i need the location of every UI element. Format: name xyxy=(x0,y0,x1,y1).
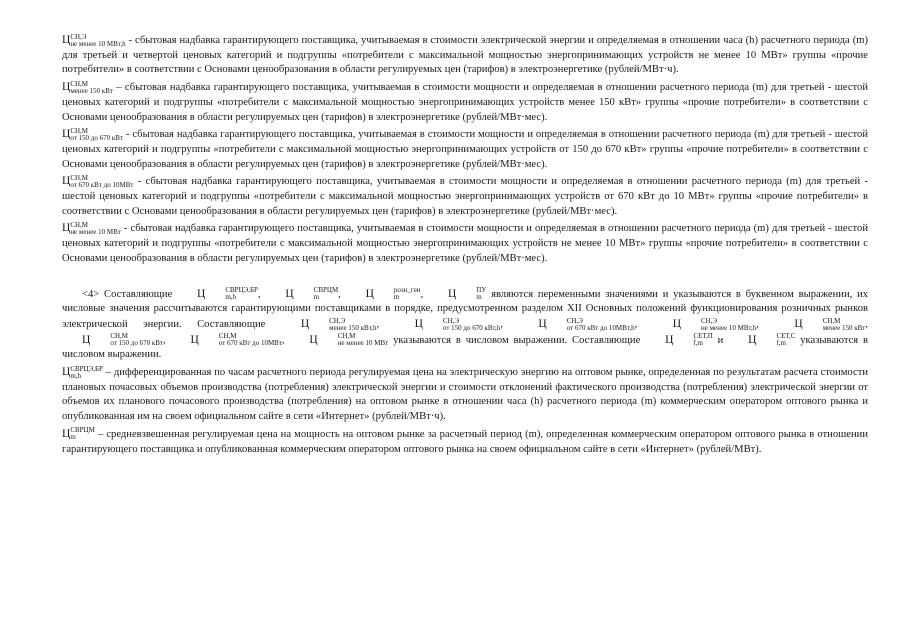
symbol-subscript: не менее 10 МВт,h xyxy=(701,323,757,332)
definition-text: - сбытовая надбавка гарантирующего поставщика, учитываемая в стоимости мощности и определяемая в отношении расчетного периода (m) для третьей - шестой ценовых категорий и подгруппы «потребители с максимальной мощностью энергопринимающих устройств от 150 до 670 кВт» группы «прочие потребители» в соответствии с Основами ценообразования в области регулируемых цен (тарифов) в электроэнергетике (рублей/МВт·мес). xyxy=(62,129,868,170)
definition-paragraph xyxy=(62,127,868,172)
symbol-indices xyxy=(294,287,339,301)
symbol-subscript: m xyxy=(476,293,482,302)
symbol-superscript: СЕТ,С xyxy=(776,332,796,341)
definition-symbol xyxy=(62,127,123,143)
definition-text: - сбытовая надбавка гарантирующего поставщика, учитываемая в стоимости мощности и определяемая в отношении расчетного периода (m) для третьей - шестой ценовых категорий и подгруппы «потребители с максимальной мощностью энергопринимающих устройств от 670 кВт до 10 МВт» группы «прочие потребители» в соответствии с Основами ценообразования в области регулируемых цен (тарифов) в электроэнергетике (рублей/МВт·мес). xyxy=(62,176,868,217)
note-4-paragraph xyxy=(62,287,868,364)
symbol-superscript: СВРЦЭ,БР xyxy=(70,364,103,373)
note-text: являются переменными значениями и указываются в буквенном выражении, их числовые значения рассчитываются гарантирующими поставщиками в порядке, предусмотренном разделом XII Основных положений функционирования розничных рынков электрической энергии. Составляющие xyxy=(62,288,869,330)
symbol-base: Ц xyxy=(748,333,757,346)
symbol-base: Ц xyxy=(62,175,71,188)
definition-text: – дифференцированная по часам расчетного периода регулируемая цена на электрическую энергию на оптовом рынке, определенная по результатам расчета стоимости плановых почасовых объемов производства (потребления) электрической энергии и стоимости отклонений фактического производства (потребления) электрической энергии от объемов их планового почасового производства (потребления) на оптовом рынке в отношении часа (h) расчетного периода (m) коммерческим оператором оптового рынка и опубликованная им на своем официальном сайте в сети «Интернет» (рублей/МВт·ч). xyxy=(62,367,868,423)
symbol-indices xyxy=(374,287,421,301)
symbol-indices xyxy=(318,333,389,347)
symbol-superscript: СН,М xyxy=(337,332,356,341)
list-separator: , xyxy=(162,334,171,346)
definition-paragraph xyxy=(62,427,868,457)
definition-paragraph xyxy=(62,174,868,219)
symbol-superscript: СН,Э xyxy=(701,316,718,325)
definition-paragraph xyxy=(62,33,868,78)
symbol-superscript: СН,М xyxy=(822,316,841,325)
symbol-indices xyxy=(70,175,133,189)
symbol-subscript: от 150 до 670 кВт,h xyxy=(442,323,501,332)
symbol-base: Ц xyxy=(665,333,674,346)
list-separator: , xyxy=(500,318,519,330)
symbol-base: Ц xyxy=(672,317,681,330)
separator: , xyxy=(257,288,266,300)
symbol-indices xyxy=(90,333,163,347)
symbol-superscript: розн_ген xyxy=(393,286,421,295)
symbol-subscript: m,h xyxy=(225,293,237,302)
definition-symbol xyxy=(62,221,121,237)
symbol-subscript: m,h xyxy=(70,371,82,380)
definition-symbol xyxy=(62,80,113,96)
formula-symbol xyxy=(62,333,163,349)
symbol-base: Ц xyxy=(794,317,803,330)
symbol-base: Ц xyxy=(82,333,91,346)
symbol-indices xyxy=(205,287,258,301)
symbol-superscript: СН,Э xyxy=(442,316,460,325)
formula-symbol xyxy=(177,287,258,303)
symbol-indices xyxy=(70,34,125,48)
note-text: указываются в числовом выражении. xyxy=(62,334,869,361)
definition-text: – сбытовая надбавка гарантирующего поставщика, учитываемая в стоимости мощности и определяемая в отношении расчетного периода (m) для третьей - шестой ценовых категорий и подгруппы «потребители с максимальной мощностью энергопринимающих устройств менее 150 кВт» группы «прочие потребители» в соответствии с Основами ценообразования в области регулируемых цен (тарифов) в электроэнергетике (рублей/МВт·мес). xyxy=(62,82,868,123)
symbol-indices xyxy=(70,427,95,441)
symbol-indices xyxy=(456,287,486,301)
symbol-base: Ц xyxy=(62,427,71,440)
definition-text: - сбытовая надбавка гарантирующего поставщика, учитываемая в стоимости мощности и определяемая в отношении расчетного периода (m) для третьей - шестой ценовых категорий и подгруппы «потребители с максимальной мощностью энергопринимающих устройств не менее 10 МВт» группы «прочие потребители» в соответствии с Основами ценообразования в области регулируемых цен (тарифов) в электроэнергетике (рублей/МВт·мес). xyxy=(62,223,868,264)
definition-symbol xyxy=(62,33,126,49)
symbol-superscript: СВРЦЭ,БР xyxy=(225,286,258,295)
symbol-indices xyxy=(803,318,866,332)
symbol-indices xyxy=(199,333,282,347)
symbol-indices xyxy=(70,81,113,95)
definition-paragraph xyxy=(62,365,868,425)
symbol-subscript: менее 150 кВт xyxy=(70,86,113,95)
symbol-base: Ц xyxy=(365,287,374,300)
symbol-subscript: от 670 кВт до 10МВт xyxy=(218,339,282,348)
symbol-superscript: СН,Э xyxy=(566,316,583,325)
symbol-superscript: СН,Э xyxy=(70,32,87,41)
list-separator: , xyxy=(634,318,653,330)
symbol-base: Ц xyxy=(538,317,547,330)
symbol-superscript: СВРЦМ xyxy=(313,286,339,295)
symbol-superscript: СН,М xyxy=(110,332,129,341)
symbol-indices xyxy=(70,222,121,236)
symbol-subscript: менее 150 кВт,h xyxy=(329,323,377,332)
symbol-subscript: от 150 до 670 кВт xyxy=(70,133,123,142)
definition-symbol xyxy=(62,427,95,443)
note-text: указываются в числовом выражении. Составляющие xyxy=(388,334,646,346)
section-gap xyxy=(62,269,868,287)
symbol-base: Ц xyxy=(62,81,71,94)
formula-symbol xyxy=(653,317,757,333)
symbol-base: Ц xyxy=(62,366,71,379)
symbol-base: Ц xyxy=(62,128,71,141)
list-separator: , xyxy=(376,318,395,330)
definition-text: – средневзвешенная регулируемая цена на мощность на оптовом рынке за расчетный период (m), определенная коммерческим оператором оптового рынка в отношении гарантирующего поставщика и опубликованная коммерческим оператором оптового рынка на своем официальном сайте в сети «Интернет» (рублей/МВт). xyxy=(62,428,868,455)
symbol-indices xyxy=(70,128,123,142)
symbol-base: Ц xyxy=(300,317,310,330)
symbol-subscript: не менее 10 МВт xyxy=(70,228,121,236)
symbol-superscript: СН,М xyxy=(70,221,89,229)
definition-paragraph xyxy=(62,221,868,266)
definition-paragraph xyxy=(62,80,868,125)
list-separator: , xyxy=(756,318,775,330)
symbol-subscript: f,m xyxy=(776,339,786,348)
symbol-indices xyxy=(423,318,500,332)
symbol-indices xyxy=(681,318,756,332)
symbol-superscript: СН,М xyxy=(70,126,89,135)
symbol-subscript: от 670 кВт до 10МВт xyxy=(70,180,134,189)
symbol-superscript: СН,М xyxy=(218,332,237,341)
symbol-superscript: СЕТ,П xyxy=(693,332,713,341)
symbol-subscript: f,m xyxy=(693,339,703,348)
definition-text: - сбытовая надбавка гарантирующего поставщика, учитываемая в стоимости электрической энергии и определяемая в отношении часа (h) расчетного периода (m) для третьей и четвертой ценовых категорий и подгруппы «потребители с максимальной мощностью энергопринимающих устройств не менее 10 МВт» группы «прочие потребители» в соответствии с Основами ценообразования в области регулируемых цен (тарифов) в электроэнергетике (рублей/МВт·ч). xyxy=(62,35,868,76)
symbol-subscript: m xyxy=(313,293,320,302)
formula-symbol xyxy=(346,287,421,303)
list-separator: , xyxy=(865,318,868,330)
symbol-indices xyxy=(673,333,712,347)
symbol-subscript: от 670 кВт до 10МВт,h xyxy=(566,323,635,332)
symbol-indices xyxy=(309,318,376,332)
symbol-base: Ц xyxy=(62,34,71,46)
definition-symbol xyxy=(62,174,133,190)
formula-symbol xyxy=(281,317,377,333)
symbol-subscript: менее 150 кВт xyxy=(822,323,866,332)
separator: , xyxy=(420,288,428,300)
symbol-superscript: СН,Э xyxy=(329,316,346,325)
document-page xyxy=(62,33,868,459)
symbol-base: Ц xyxy=(285,287,294,300)
note-lead: <4> Составляющие xyxy=(82,288,178,300)
list-separator: , xyxy=(281,334,290,346)
formula-symbol xyxy=(395,317,501,333)
formula-symbol xyxy=(289,333,388,349)
symbol-base: Ц xyxy=(309,333,318,346)
conjunction: и xyxy=(712,334,729,346)
symbol-superscript: СН,М xyxy=(70,79,89,88)
symbol-subscript: не менее 10 МВт xyxy=(337,339,389,348)
symbol-subscript: от 150 до 670 кВт xyxy=(110,339,163,348)
formula-symbol xyxy=(774,317,865,333)
formula-symbol xyxy=(428,287,486,303)
symbol-indices xyxy=(547,318,635,332)
formula-symbol xyxy=(265,287,338,303)
symbol-superscript: СН,М xyxy=(70,173,89,182)
formula-symbol xyxy=(728,333,795,349)
symbol-base: Ц xyxy=(190,333,199,346)
symbol-indices xyxy=(756,333,795,347)
symbol-base: Ц xyxy=(414,317,423,330)
formula-symbol xyxy=(170,333,281,349)
symbol-indices xyxy=(70,366,103,380)
definition-symbol xyxy=(62,365,103,381)
symbol-base: Ц xyxy=(197,287,206,300)
formula-symbol xyxy=(518,317,634,333)
symbol-subscript: m xyxy=(70,433,76,442)
symbol-subscript: не менее 10 МВт,h xyxy=(70,39,126,48)
symbol-base: Ц xyxy=(447,287,457,300)
separator: , xyxy=(338,288,346,300)
symbol-superscript: СВРЦМ xyxy=(70,426,95,435)
symbol-subscript: m xyxy=(393,293,400,302)
symbol-superscript: ПУ xyxy=(476,286,487,295)
symbol-base: Ц xyxy=(62,222,71,235)
formula-symbol xyxy=(645,333,713,349)
